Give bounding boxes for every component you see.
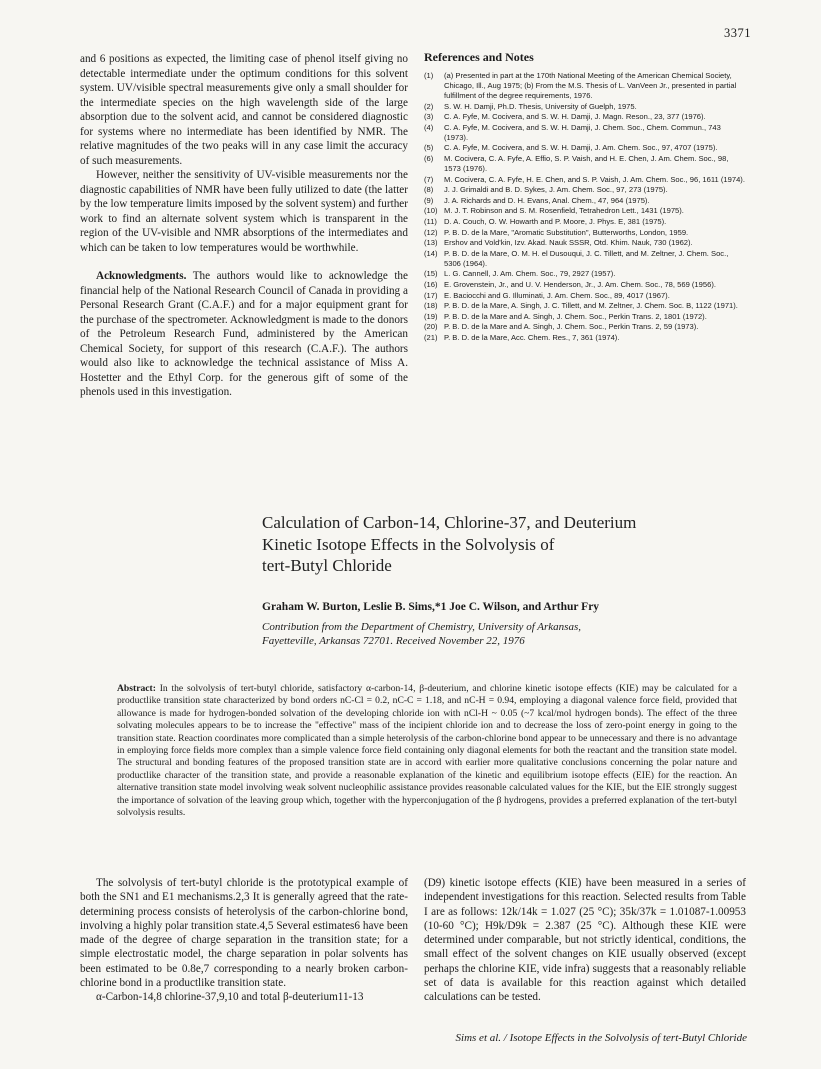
reference-text: J. A. Richards and D. H. Evans, Anal. Chem., 47, 964 (1975). [444,195,650,205]
paragraph: However, neither the sensitivity of UV-visible measurements nor the diagnostic capabilities of NMR have been fully utilized to date (the latter by the low temperature limits imposed by the solvent system) and further work to find an alternate solvent system which is transparent in the region of the UV-visible and NMR absorptions of the intermediates and which can be taken to low temperatures would be worthwhile. [80,169,408,254]
reference-item [424,249,746,269]
reference-text: M. J. T. Robinson and S. M. Rosenfield, Tetrahedron Lett., 1431 (1975). [444,206,684,216]
reference-item [424,301,746,311]
acknowledgments [80,269,408,400]
reference-text: L. G. Cannell, J. Am. Chem. Soc., 79, 2927 (1957). [444,269,616,279]
reference-number: (13) [424,238,438,248]
reference-number: (21) [424,332,438,342]
reference-text: P. B. D. de la Mare and A. Singh, J. Chem. Soc., Perkin Trans. 2, 1801 (1972). [444,311,707,321]
reference-number: (17) [424,290,438,300]
reference-item [424,217,746,227]
references-section [424,50,746,343]
reference-item [424,154,746,174]
title-line: Calculation of Carbon-14, Chlorine-37, and Deuterium [262,513,637,532]
reference-item [424,185,746,195]
reference-text: C. A. Fyfe, M. Cocivera, and S. W. H. Damji, J. Magn. Reson., 23, 377 (1976). [444,112,706,122]
reference-text: P. B. D. de la Mare and A. Singh, J. Chem. Soc., Perkin Trans. 2, 59 (1973). [444,322,699,332]
reference-text: P. B. D. de la Mare, A. Singh, J. C. Tillett, and M. Zeltner, J. Chem. Soc. B, 1122 (1971). [444,301,738,311]
reference-number: (14) [424,248,438,258]
reference-number: (10) [424,206,438,216]
abstract-text: In the solvolysis of tert-butyl chloride, satisfactory α-carbon-14, β-deuterium, and chlorine kinetic isotope effects (KIE) may be calculated for a productlike transition state characterized by bond orders nC-Cl = 0.2, nC-C = 1.18, and nC-H = 0.94, employing a diagonal valence force field, provided that allowance is made for hydrogen-bonded solvation of the developing chloride ion with nCl-H ~ 0.05 (~7 kcal/mol hydrogen bonds). The effect of the three solvating molecules appears to be to increase the "effective" mass of the incipient chloride ion and to decrease the loss of zero-point energy in going to the transition state. Reaction coordinates more complicated than a simple heterolysis of the carbon-chlorine bond appear to be unnecessary and there is no advantage in employing force fields more complex than a simple valence force field containing only diagonal elements for both the reactant and the transition state model. The structural and bonding features of the proposed transition state are in accord with earlier more qualitative conclusions concerning the polar nature and productlike character of the transition state, and provide a reasonable explanation of the kinetic and equilibrium isotope effects (EIE) for the reaction. An alternative transition state model involving weak solvent nucleophilic assistance provides reasonable calculated values for the KIE, but the EIE strongly suggest the importance of solvation of the leaving group which, together with the hyperconjugation of the β hydrogens, provides a preferred explanation of the tert-butyl solvolysis results. [117,683,737,819]
reference-item [424,291,746,301]
reference-number: (9) [424,195,434,205]
reference-number: (11) [424,216,437,226]
reference-number: (6) [424,153,434,163]
reference-text: E. Baciocchi and G. Illuminati, J. Am. Chem. Soc., 89, 4017 (1967). [444,290,670,300]
reference-number: (16) [424,279,438,289]
reference-text: P. B. D. de la Mare, "Aromatic Substitution", Butterworths, London, 1959. [444,227,689,237]
reference-text: S. W. H. Damji, Ph.D. Thesis, University of Guelph, 1975. [444,101,637,111]
body-right-column [424,876,746,1005]
reference-text: C. A. Fyfe, M. Cocivera, and S. W. H. Damji, J. Chem. Soc., Chem. Commun., 743 (1973). [444,122,721,142]
reference-item [424,196,746,206]
page-number: 3371 [724,26,751,40]
reference-number: (4) [424,122,434,132]
reference-list [424,71,746,343]
affiliation [262,620,722,648]
reference-number: (2) [424,101,434,111]
reference-number: (8) [424,185,434,195]
reference-item [424,238,746,248]
abstract-label: Abstract: [117,683,156,694]
reference-item [424,206,746,216]
reference-text: P. B. D. de la Mare, O. M. H. el Dusouqui, J. C. Tillett, and M. Zeltner, J. Chem. Soc., 5306 (1964). [444,248,729,268]
reference-number: (18) [424,301,438,311]
reference-item [424,269,746,279]
affiliation-line: Contribution from the Department of Chemistry, University of Arkansas, [262,621,581,633]
ack-heading: Acknowledgments. [96,270,187,282]
reference-item [424,228,746,238]
reference-text: J. J. Grimaldi and B. D. Sykes, J. Am. Chem. Soc., 97, 273 (1975). [444,185,668,195]
reference-item [424,102,746,112]
reference-item [424,280,746,290]
ack-text: The authors would like to acknowledge the financial help of the National Research Council of Canada in providing a Personal Research Grant (C.A.F.) and for a major equipment grant for the purchase of the spectrometer. Acknowledgment is made to the donors of the Petroleum Research Fund, administered by the American Chemical Society, for support of this research (C.A.F.). The authors would also like to acknowledge the technical assistance of Miss A. Hostetter and the Ethyl Corp. for the generous gift of some of the phenols used in this investigation. [80,270,408,398]
reference-number: (1) [424,71,434,80]
paragraph: α-Carbon-14,8 chlorine-37,9,10 and total β-deuterium11-13 [96,991,364,1004]
affiliation-line: Fayetteville, Arkansas 72701. Received November 22, 1976 [262,635,525,647]
reference-item [424,71,746,101]
paragraph: (D9) kinetic isotope effects (KIE) have been measured in a series of independent investigations for this reaction. Selected results from Table I are as follows: 12k/14k = 1.027 (25 °C); 35k/37k = 1.01087-1.00953 (10-60 °C); H9k/D9k = 2.387 (25 °C). Although these KIE were determined under comparable, but not strictly identical, conditions, the small effect of the solvent changes on KIE usually observed (except perhaps the chlorine KIE, vide infra) suggests that a reasonably reliable set of data is available for this reaction against which detailed calculations can be tested. [424,877,746,1004]
reference-text: D. A. Couch, O. W. Howarth and P. Moore, J. Phys. E, 381 (1975). [444,216,667,226]
reference-text: E. Grovenstein, Jr., and U. V. Henderson, Jr., J. Am. Chem. Soc., 78, 569 (1956). [444,279,716,289]
reference-text: C. A. Fyfe, M. Cocivera, and S. W. H. Damji, J. Am. Chem. Soc., 97, 4707 (1975). [444,143,718,153]
article-title [262,512,722,577]
reference-item [424,143,746,153]
reference-item [424,175,746,185]
reference-item [424,312,746,322]
reference-number: (12) [424,227,438,237]
reference-number: (5) [424,143,434,153]
reference-text: P. B. D. de la Mare, Acc. Chem. Res., 7, 361 (1974). [444,332,620,342]
reference-item [424,333,746,343]
reference-item [424,322,746,332]
reference-text: Ershov and Vold'kin, Izv. Akad. Nauk SSSR, Otd. Khim. Nauk, 730 (1962). [444,238,693,248]
reference-number: (15) [424,269,438,279]
reference-text: M. Cocivera, C. A. Fyfe, H. E. Chen, and S. P. Vaish, J. Am. Chem. Soc., 96, 1611 (1974). [444,174,745,184]
title-line: Kinetic Isotope Effects in the Solvolysis of [262,534,555,554]
reference-text: M. Cocivera, C. A. Fyfe, A. Effio, S. P. Vaish, and H. E. Chen, J. Am. Chem. Soc., 98, 1573 (1976). [444,153,729,173]
title-line: tert-Butyl Chloride [262,556,392,575]
authors: Graham W. Burton, Leslie B. Sims,*1 Joe C. Wilson, and Arthur Fry [262,601,600,613]
reference-number: (3) [424,112,434,122]
reference-item [424,123,746,143]
abstract [117,683,737,819]
reference-text: (a) Presented in part at the 170th National Meeting of the American Chemical Society, Chicago, Ill., Aug 1975; (b) From the M.S. Thesis of L. VanVeen Jr., presented in partial fulfillment of the degree requirements, 1976. [444,71,737,100]
reference-number: (7) [424,174,434,184]
references-heading: References and Notes [424,50,534,64]
paragraph: The solvolysis of tert-butyl chloride is the prototypical example of both the SN1 and E1 mechanisms.2,3 It is generally agreed that the rate-determining process consists of heterolysis of the carbon-chlorine bond, involving a highly polar transition state.4,5 Several estimates6 have been made of the degree of charge separation in the transition state; for a simple electrostatic model, the charge separation in polar solvents has been estimated to be 0.8e,7 corresponding to a nearly broken carbon-chlorine bond in a productlike transition state. [80,877,408,990]
body-left-column [80,876,408,1005]
reference-number: (20) [424,322,438,332]
paragraph: and 6 positions as expected, the limiting case of phenol itself giving no detectable intermediate under the optimum conditions for this solvent system. UV/visible spectral measurements give only a small shoulder for the intermediate species on the high wavelength side of the large absorption due to the solvent acid, and cannot be considered diagnostic for systems where no intermediate has been identified by NMR. The relative magnitudes of the two peaks will in any case limit the accuracy of such measurements. [80,53,408,167]
running-footer: Sims et al. / Isotope Effects in the Solvolysis of tert-Butyl Chloride [455,1032,747,1044]
left-column [80,52,408,400]
reference-item [424,112,746,122]
reference-number: (19) [424,311,438,321]
